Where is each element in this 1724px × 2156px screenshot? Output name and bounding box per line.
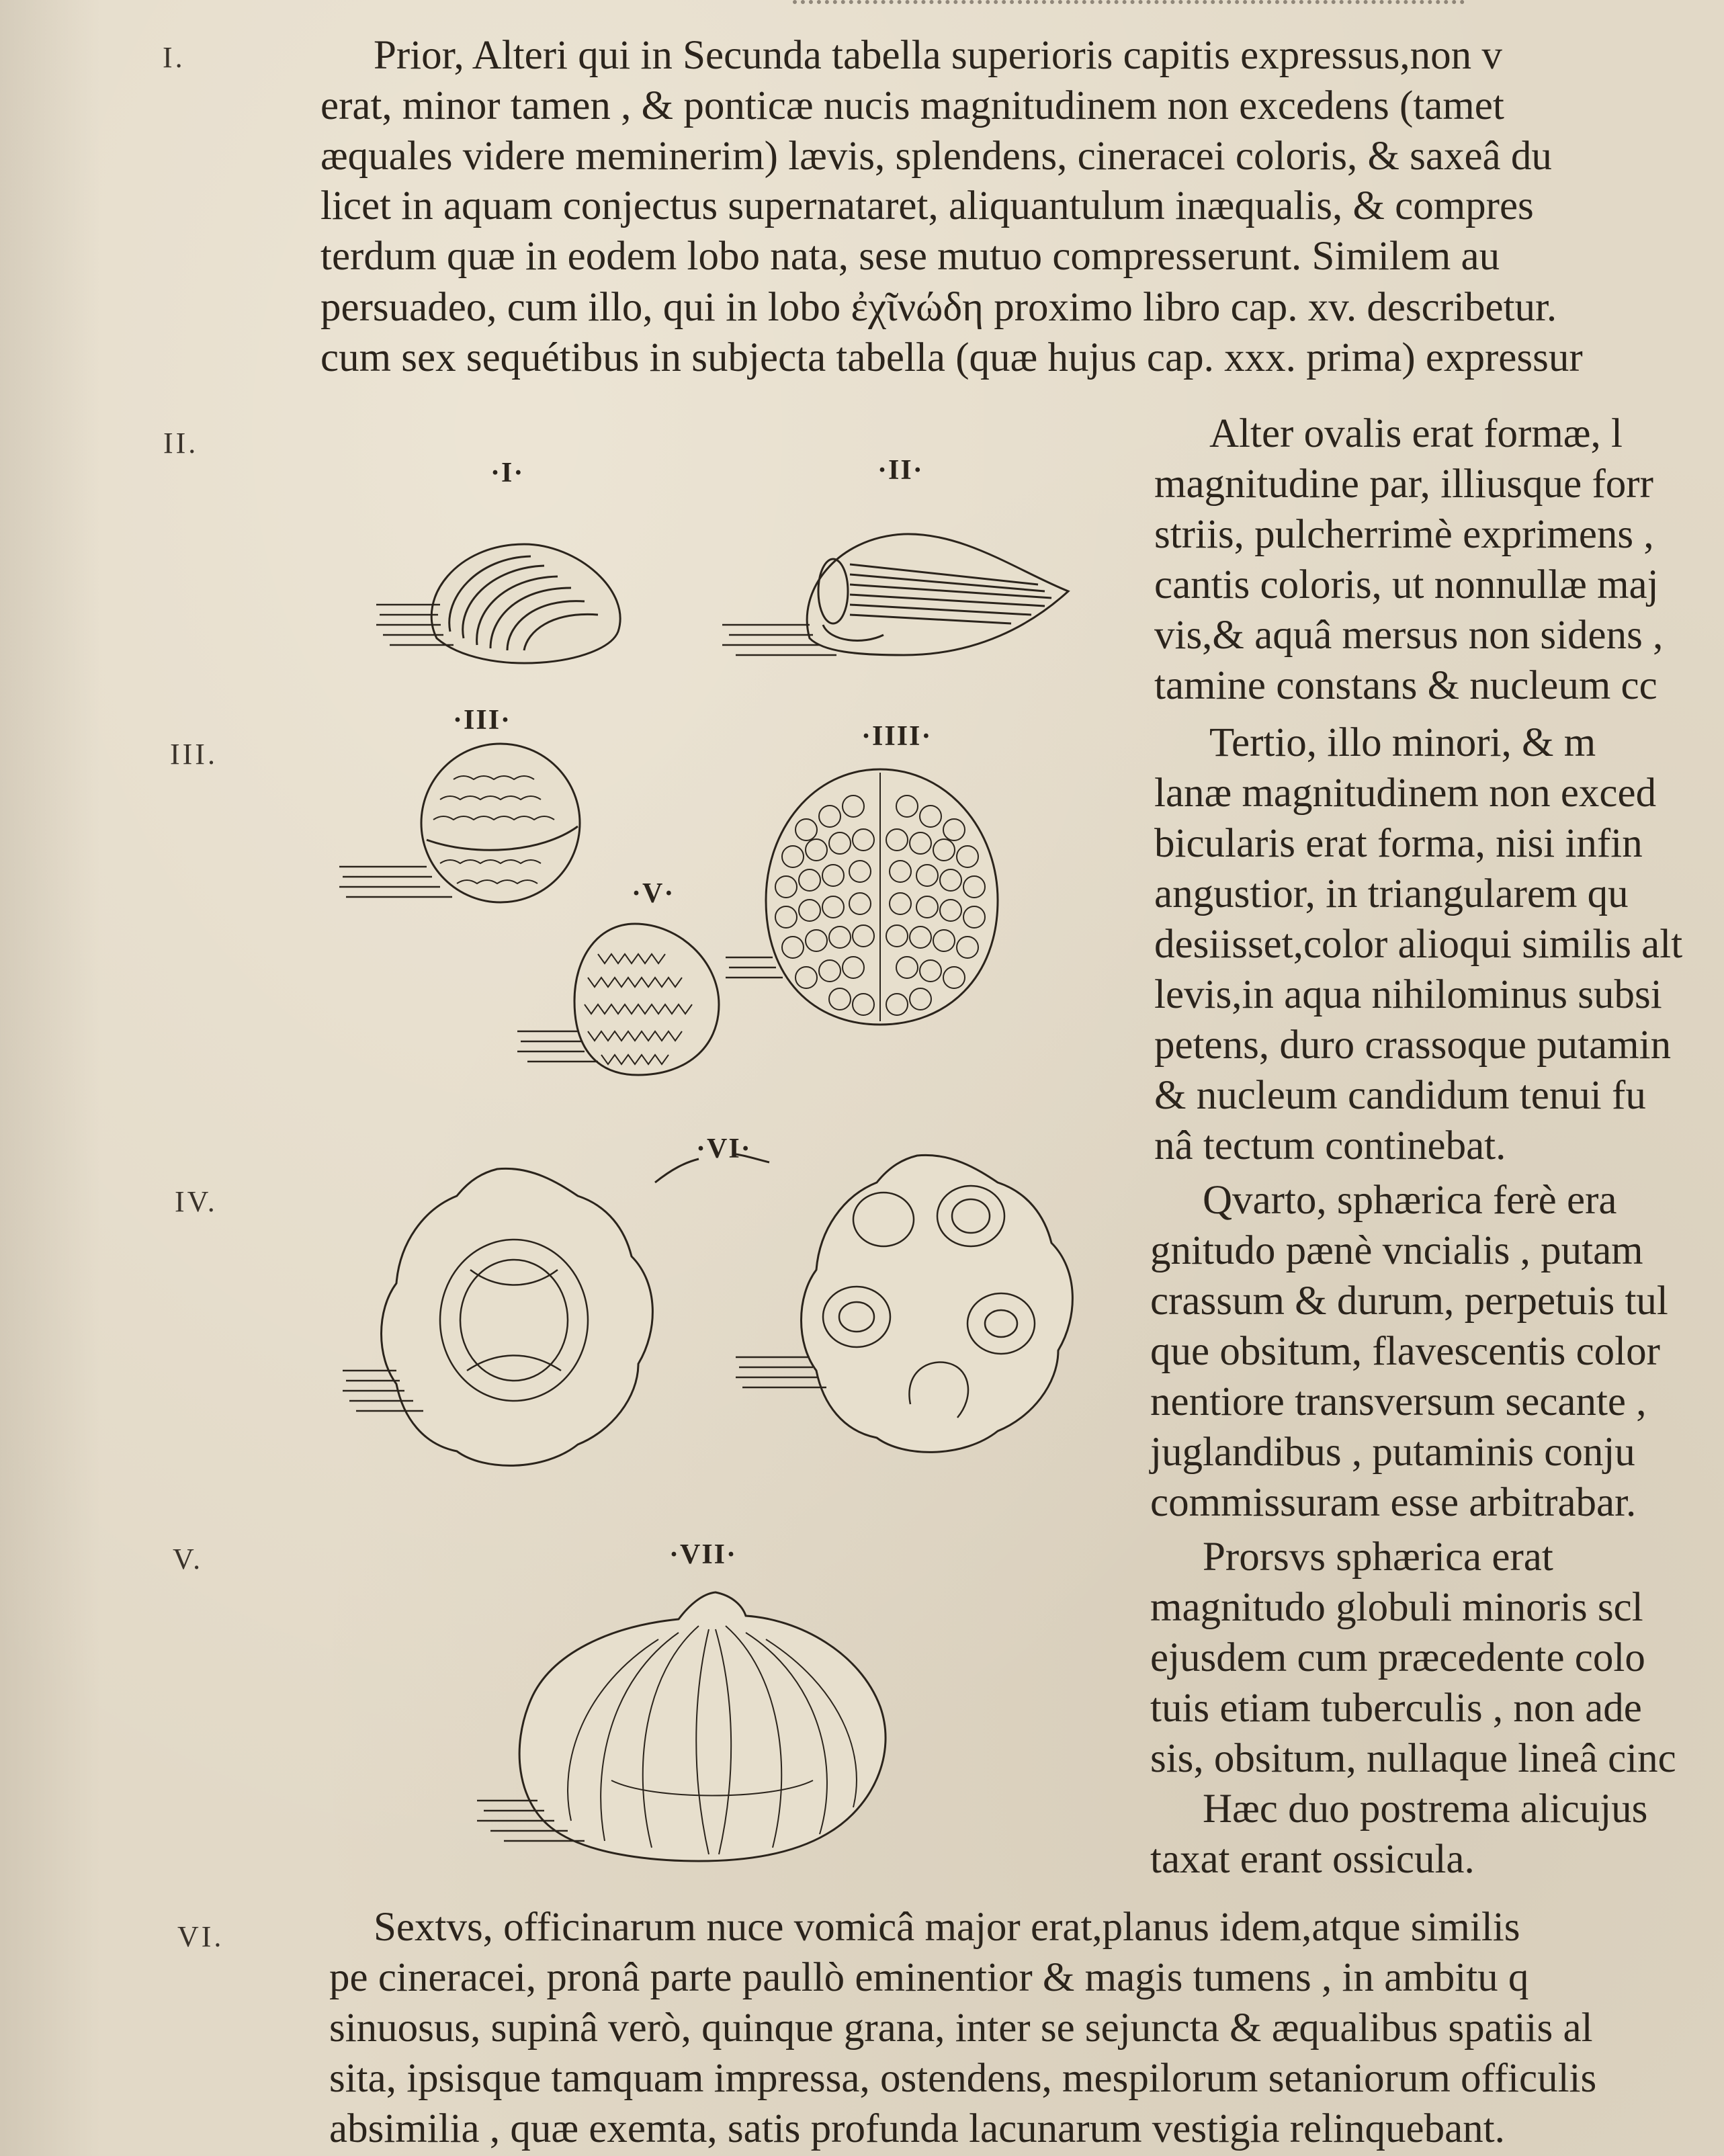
text-line: cum sex sequétibus in subjecta tabella (quæ hujus cap. xxx. prima) expressur [320,335,1583,380]
margin-numeral-2: II. [163,427,199,460]
text-line: Alter ovalis erat formæ, l [1209,411,1623,456]
margin-numeral-1: I. [163,41,185,74]
text-line: crassum & durum, perpetuis tul [1150,1279,1668,1324]
fossil-figure-2 [722,497,1072,685]
text-line: bicularis erat forma, nisi infin [1154,821,1643,866]
figure-label-3: ·III· [453,705,512,736]
text-line: persuadeo, cum illo, qui in lobo ἐχῖνώδη proximo libro cap. xv. describetur. [320,285,1557,330]
text-line: cantis coloris, ut nonnullæ maj [1154,562,1659,607]
fossil-figure-4 [746,756,1015,1038]
margin-numeral-5: V. [173,1543,204,1576]
text-line: terdum quæ in eodem lobo nata, sese mutuo compresserunt. Similem au [320,234,1500,279]
text-line: sis, obsitum, nullaque lineâ cinc [1150,1736,1676,1781]
fossil-figure-6b [736,1142,1085,1471]
figure-label-4: ·IIII· [861,721,933,752]
figure-label-6: ·VI· [696,1133,752,1164]
figure-label-7: ·VII· [669,1539,738,1570]
text-line: juglandibus , putaminis conju [1150,1430,1635,1475]
text-line: tuis etiam tuberculis , non ade [1150,1686,1642,1731]
text-line: commissuram esse arbitrabar. [1150,1480,1637,1525]
text-line: lanæ magnitudinem non exced [1154,771,1657,816]
figure-label-2: ·II· [877,455,924,486]
text-line: magnitudo globuli minoris scl [1150,1585,1643,1630]
text-line: nâ tectum continebat. [1154,1123,1506,1168]
text-line: desiisset,color alioqui similis alt [1154,922,1683,967]
text-line: licet in aquam conjectus supernataret, aliquantulum inæqualis, & compres [320,183,1534,228]
text-line: nentiore transversum secante , [1150,1379,1647,1424]
fossil-figure-6a [343,1156,692,1485]
figure-label-5: ·V· [632,878,675,909]
text-line: Prorsvs sphærica erat [1203,1535,1553,1580]
text-line: levis,in aqua nihilominus subsi [1154,972,1662,1017]
text-line: gnitudo pænè vncialis , putam [1150,1228,1643,1273]
text-line: pe cineracei, pronâ parte paullò eminentior & magis tumens , in ambitu q [329,1955,1529,2000]
text-line: taxat erant ossicula. [1150,1837,1475,1882]
text-line: & nucleum candidum tenui fu [1154,1073,1646,1118]
text-line: que obsitum, flavescentis color [1150,1329,1660,1374]
text-line: striis, pulcherrimè exprimens , [1154,512,1654,557]
text-line: sinuosus, supinâ verò, quinque grana, inter se sejuncta & æqualibus spatiis al [329,2006,1593,2051]
text-line: magnitudine par, illiusque forr [1154,462,1653,507]
margin-numeral-3: III. [170,738,218,771]
text-line: Prior, Alteri qui in Secunda tabella superioris capitis expressus,non v [374,33,1502,78]
text-line: absimilia , quæ exemta, satis profunda lacunarum vestigia relinquebant. [329,2106,1505,2151]
fossil-figure-1 [376,504,645,679]
text-line: Sextvs, officinarum nuce vomicâ major erat,planus idem,atque similis [374,1905,1520,1950]
text-line: Qvarto, sphærica ferè era [1203,1178,1617,1223]
text-line: Hæc duo postrema alicujus [1203,1786,1648,1831]
text-line: vis,& aquâ mersus non sidens , [1154,613,1664,658]
margin-numeral-6: VI. [177,1920,224,1953]
text-line: petens, duro crassoque putamin [1154,1023,1672,1068]
fossil-figure-5 [517,914,732,1082]
margin-numeral-4: IV. [175,1185,218,1218]
cropped-top-text [793,0,1465,15]
text-line: Tertio, illo minori, & m [1209,720,1596,765]
page-fold-shadow [0,0,101,2156]
text-line: angustior, in triangularem qu [1154,871,1629,916]
text-line: ejusdem cum præcedente colo [1150,1635,1645,1680]
figure-label-1: ·I· [490,458,525,488]
fossil-figure-7 [477,1579,920,1874]
text-line: erat, minor tamen , & ponticæ nucis magnitudinem non excedens (tamet [320,83,1504,128]
text-line: sita, ipsisque tamquam impressa, ostendens, mespilorum setaniorum officulis [329,2056,1597,2101]
text-line: tamine constans & nucleum cc [1154,663,1657,708]
fossil-figure-3 [339,739,608,920]
text-line: æquales videre meminerim) lævis, splendens, cineracei coloris, & saxeâ du [320,134,1552,179]
